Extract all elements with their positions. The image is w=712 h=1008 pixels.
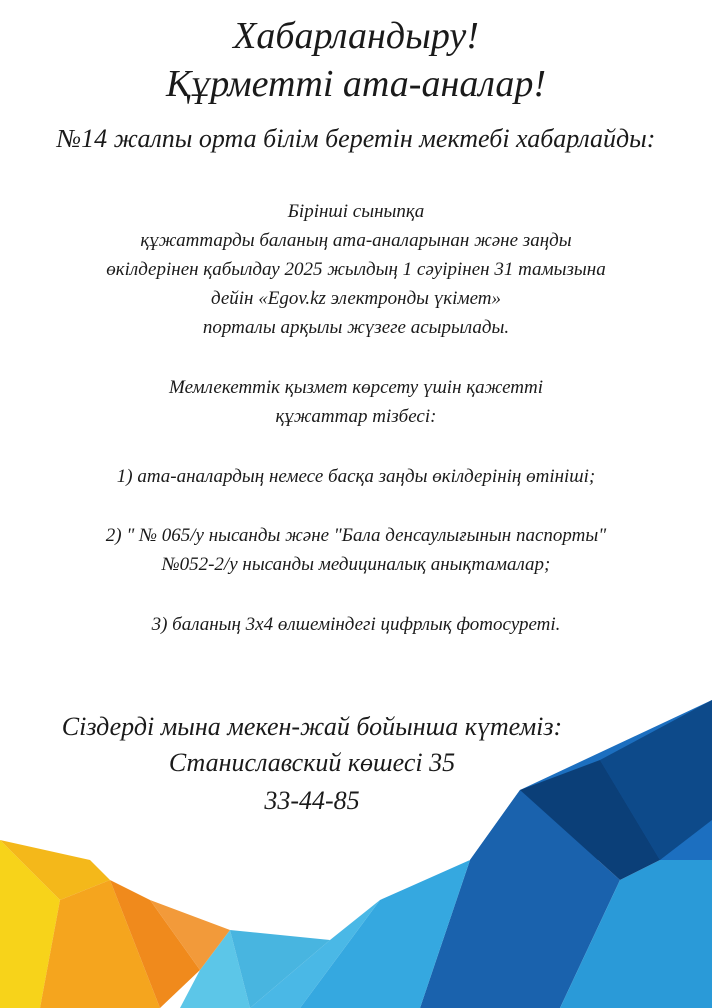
phone-number: 33-44-85 <box>264 786 360 815</box>
document-item-1: 1) ата-аналардың немесе басқа заңды өкілдерінің өтініші; <box>116 466 596 487</box>
intro-line-1: Бірінші сыныпқа <box>287 201 425 222</box>
address-street: Станиславский көшесі 35 <box>168 748 456 777</box>
document-item-2: 2) " № 065/у нысанды және "Бала денсаулығынын паспорты" <box>105 525 607 546</box>
address-invitation: Сіздерді мына мекен-жай бойынша күтеміз: <box>61 712 563 741</box>
intro-line-4: дейін «Egov.kz электронды үкімет» <box>211 288 501 309</box>
intro-line-3: өкілдерінен қабылдау 2025 жылдың 1 сәуірінен 31 тамызына <box>106 259 606 280</box>
intro-line-5: порталы арқылы жүзеге асырылады. <box>202 317 510 338</box>
intro-line-2: құжаттарды баланың ата-аналарынан және заңды <box>140 230 572 251</box>
document-item-2-cont: №052-2/у нысанды медициналық анықтамалар; <box>161 554 551 575</box>
title-greeting: Құрметті ата-аналар! <box>166 63 546 105</box>
document-item-3: 3) баланың 3х4 өлшеміндегі цифрлық фотосуреті. <box>151 614 561 635</box>
title-announcement: Хабарландыру! <box>233 15 479 57</box>
docs-heading-line-1: Мемлекеттік қызмет көрсету үшін қажетті <box>169 377 543 398</box>
docs-heading-line-2: құжаттар тізбесі: <box>275 406 437 427</box>
school-subtitle: №14 жалпы орта білім беретін мектебі хабарлайды: <box>56 124 656 153</box>
